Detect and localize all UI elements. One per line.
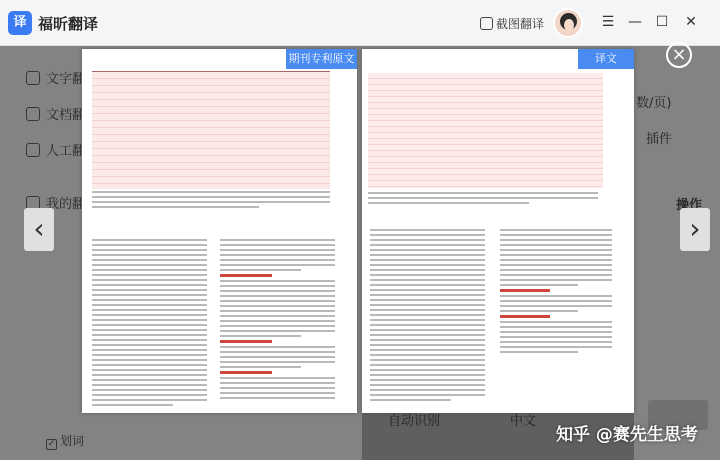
original-table xyxy=(92,71,330,189)
close-window-icon[interactable]: ✕ xyxy=(685,14,697,30)
maximize-icon[interactable]: ☐ xyxy=(655,14,669,30)
translated-column-left xyxy=(370,229,485,404)
next-page-button[interactable]: › xyxy=(680,208,710,251)
title-bar xyxy=(0,0,720,46)
translated-caption xyxy=(368,192,598,228)
original-caption xyxy=(92,191,330,227)
translated-document-page xyxy=(362,49,634,413)
target-language-select[interactable]: 中文 xyxy=(510,414,537,429)
translation-label: 译文 xyxy=(578,49,634,69)
avatar[interactable] xyxy=(553,8,583,38)
original-column-left xyxy=(92,239,207,409)
translated-column-right xyxy=(500,229,612,356)
screenshot-label: 截图翻译 xyxy=(496,17,545,31)
watermark: 知乎 @赛先生思考 xyxy=(556,425,698,445)
translated-table xyxy=(368,73,603,188)
original-label: 期刊专利原文 xyxy=(286,49,357,69)
close-preview-icon[interactable]: × xyxy=(666,42,692,68)
menu-icon[interactable]: ☰ xyxy=(601,14,615,30)
prev-page-button[interactable]: ‹ xyxy=(24,208,54,251)
minimize-icon[interactable]: — xyxy=(628,14,642,30)
screenshot-translate-button[interactable] xyxy=(480,15,544,32)
screenshot-icon xyxy=(480,17,493,30)
original-document-page xyxy=(82,49,357,413)
app-logo: 译 xyxy=(8,11,32,35)
original-column-right xyxy=(220,239,335,402)
source-language-select[interactable]: 自动识别 xyxy=(388,414,441,429)
app-title: 福昕翻译 xyxy=(38,15,99,33)
